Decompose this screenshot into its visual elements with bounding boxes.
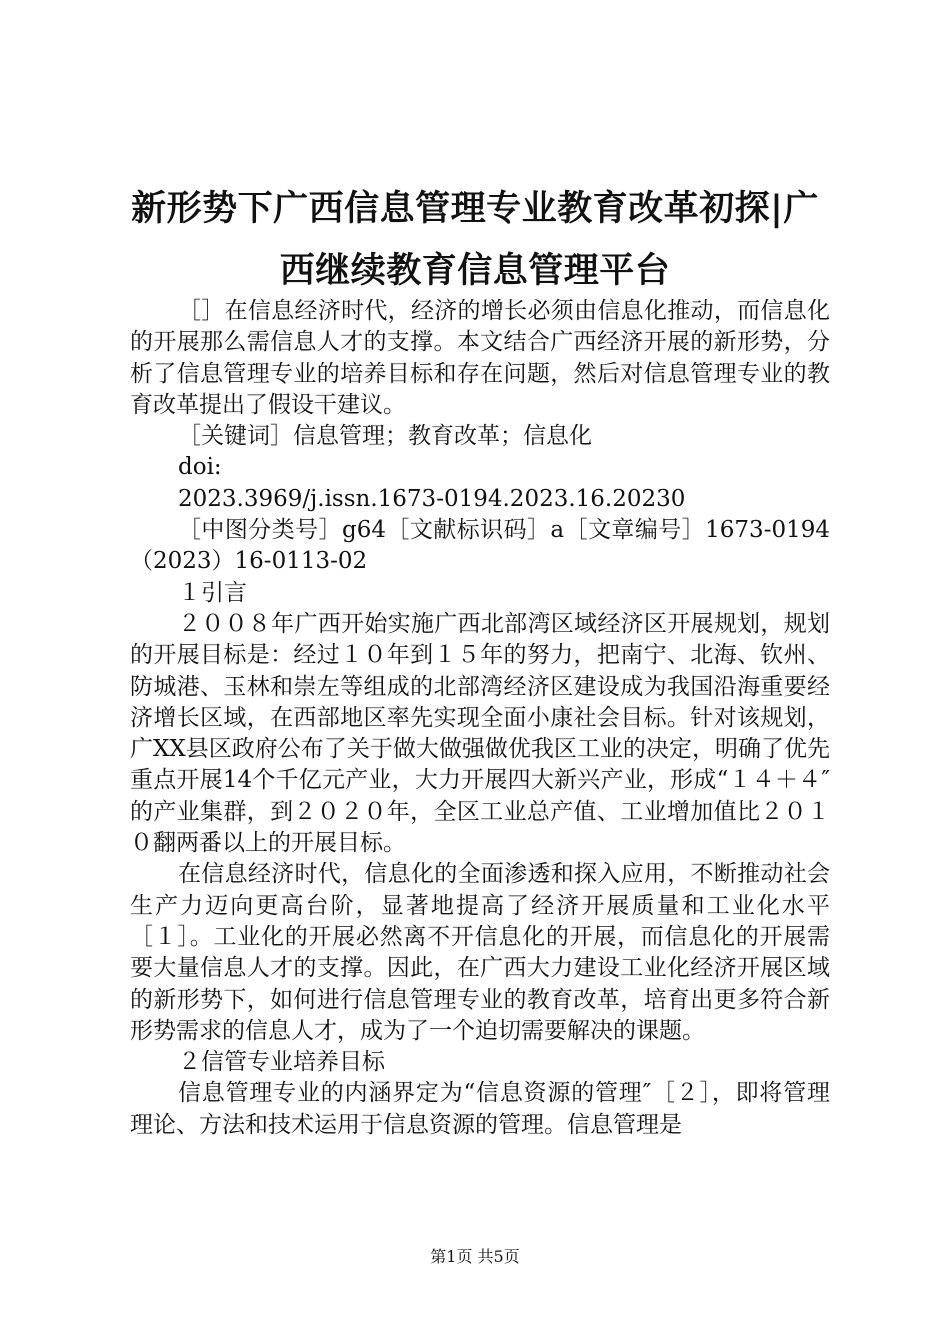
title-line-2: 西继续教育信息管理平台 xyxy=(279,250,671,291)
section-heading-intro: １引言 xyxy=(178,579,247,606)
document-title xyxy=(120,178,830,302)
doi-label: doi: xyxy=(178,454,222,481)
title-line-1: 新形势下广西信息管理专业教育改革初探|广 xyxy=(131,188,819,229)
doi-value: 2023.3969/j.issn.1673-0194.2023.16.20230 xyxy=(178,485,686,512)
body-paragraph: 在信息经济时代，信息化的全面渗透和探入应用，不断推动社会生产力迈向更高台阶，显著地提高了经济开展质量和工业化水平［１］。工业化的开展必然离不开信息化的开展，而信息化的开展需要大量信息人才的支撑。因此，在广西大力建设工业化经济开展区域的新形势下，如何进行信息管理专业的教育改革，培育出更多符合新形势需求的信息人才，成为了一个迫切需要解决的课题。 xyxy=(130,861,830,1044)
body-paragraph: 信息管理专业的内涵界定为“信息资源的管理″［２］，即将管理理论、方法和技术运用于信息资源的管理。信息管理是 xyxy=(130,1080,830,1138)
document-body xyxy=(130,296,830,1141)
body-paragraph: ２００８年广西开始实施广西北部湾区域经济区开展规划，规划的开展目标是：经过１０年到１５年的努力，把南宁、北海、钦州、防城港、玉林和崇左等组成的北部湾经济区建设成为我国沿海重要经济增长区域，在西部地区率先实现全面小康社会目标。针对该规划，广XX县区政府公布了关于做大做强做优我区工业的决定，明确了优先重点开展14个千亿元产业，大力开展四大新兴产业，形成“１４＋４″的产业集群，到２０２０年，全区工业总产值、工业增加值比２０１０翻两番以上的开展目标。 xyxy=(130,610,830,857)
page-footer: 第1页 共5页 xyxy=(430,1247,520,1266)
classification-line: ［中图分类号］g64［文献标识码］a［文章编号］1673-0194（2023）16-0113-02 xyxy=(130,517,830,575)
abstract-paragraph: ［］在信息经济时代，经济的增长必须由信息化推动，而信息化的开展那么需信息人才的支撑。本文结合广西经济开展的新形势，分析了信息管理专业的培养目标和存在问题，然后对信息管理专业的教育改革提出了假设干建议。 xyxy=(130,298,830,418)
section-heading-goals: ２信管专业培养目标 xyxy=(178,1049,385,1076)
keywords-line: ［关键词］信息管理；教育改革；信息化 xyxy=(178,423,592,450)
